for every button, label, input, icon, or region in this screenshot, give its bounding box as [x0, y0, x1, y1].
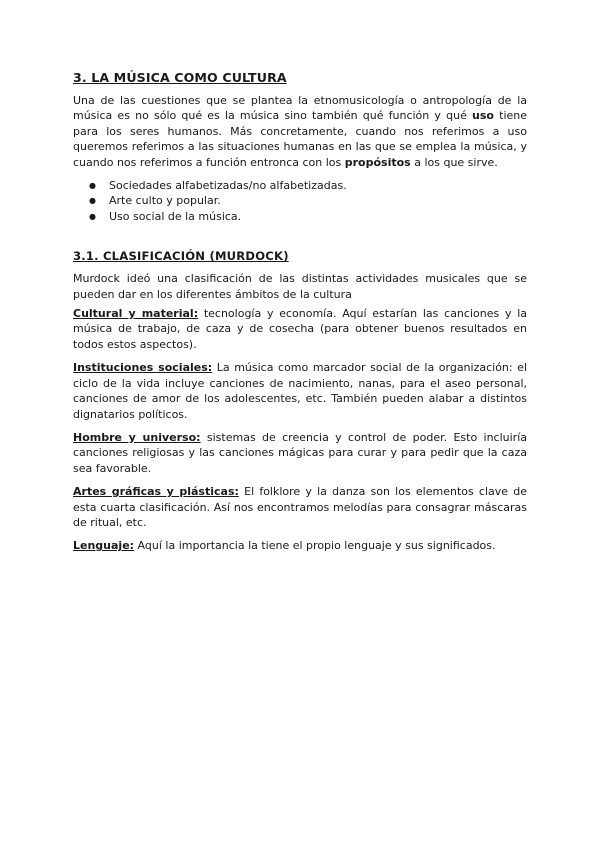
- bullet-list: [73, 178, 527, 224]
- subsection-heading: 3.1. CLASIFICACIÓN (MURDOCK): [73, 249, 289, 264]
- item-term: Artes gráficas y plásticas:: [73, 485, 239, 499]
- intro-text-3: a los que sirve.: [410, 155, 498, 169]
- intro-text-1: Una de las cuestiones que se plantea la etnomusicología o antropología de la música es no sólo qué es la música sino también qué función y qué: [73, 94, 527, 123]
- item-term: Cultural y material:: [73, 307, 199, 321]
- classification-item: [73, 484, 527, 530]
- classification-item: [73, 430, 527, 476]
- intro-bold-propositos: propósitos: [344, 155, 411, 169]
- item-term: Hombre y universo:: [73, 430, 201, 444]
- intro-paragraph: [73, 93, 527, 170]
- item-text: sistemas de creencia y control de poder. Esto incluiría canciones religiosas y las canciones mágicas para curar y para pedir que la caza sea favorable.: [73, 430, 528, 475]
- intro-text-2: tiene para los seres humanos. Más concretamente, cuando nos referimos a uso queremos referimos a las situaciones humanas en las que se emplea la música, y cuando nos referimos a función entronca con los: [73, 109, 528, 169]
- classification-intro: Murdock ideó una clasificación de las distintas actividades musicales que se pueden dar en los diferentes ámbitos de la cultura: [73, 272, 527, 301]
- item-text: El folklore y la danza son los elementos clave de esta cuarta clasificación. Así nos encontramos melodías para consagrar máscaras de ritual, etc.: [73, 485, 528, 529]
- bullet-item: ● Arte culto y popular.: [109, 193, 527, 208]
- section-heading: 3. LA MÚSICA COMO CULTURA: [73, 70, 287, 85]
- classification-item: [73, 360, 527, 422]
- bullet-item: ● Sociedades alfabetizadas/no alfabetizadas.: [109, 178, 527, 193]
- classification-item: [73, 306, 527, 352]
- bullet-item: ● Uso social de la música.: [109, 209, 527, 224]
- item-text: tecnología y economía. Aquí estarían las canciones y la música de trabajo, de caza y de cosecha (para obtener buenos resultados en todos estos aspectos).: [73, 307, 527, 351]
- classification-item: [73, 538, 527, 553]
- item-text: Aquí la importancia la tiene el propio lenguaje y sus significados.: [134, 539, 496, 553]
- item-term: Lenguaje:: [73, 539, 135, 553]
- intro-bold-uso: uso: [472, 109, 494, 123]
- item-term: Instituciones sociales:: [73, 361, 213, 375]
- item-text: La música como marcador social de la organización: el ciclo de la vida incluye canciones de nacimiento, nanas, para el aseo personal, canciones de amor de los adolescentes, etc. También pueden alabar a distintos dignatarios políticos.: [73, 361, 528, 421]
